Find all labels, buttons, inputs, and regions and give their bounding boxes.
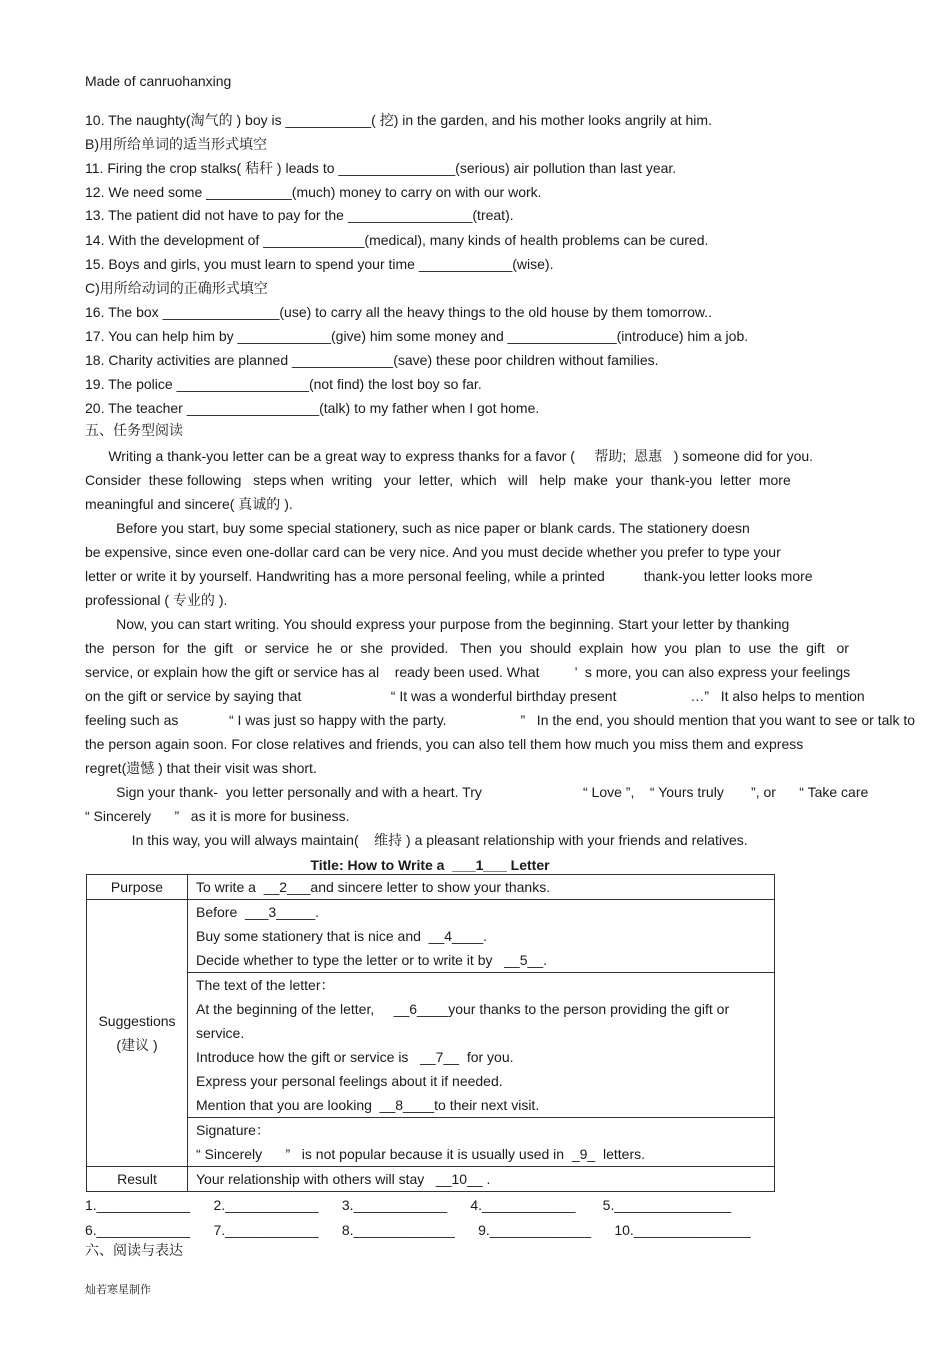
passage-line: professional ( 专业的 ). — [85, 592, 228, 608]
document-footer: 灿若寒星制作 — [85, 1284, 151, 1296]
passage-line: on the gift or service by saying that “ It was a wonderful birthday present …” It also helps to mention — [85, 688, 865, 704]
exercise-line: 14. With the development of _____________(medical), many kinds of health problems can be cured. — [85, 232, 709, 248]
table-title-prefix: Title: How to Write a — [310, 857, 453, 873]
suggestions-before-row — [87, 900, 775, 973]
table-title — [85, 856, 775, 874]
text-line: Express your personal feelings about it if needed. — [196, 1073, 503, 1089]
exercise-line: 12. We need some ___________(much) money to carry on with our work. — [85, 184, 542, 200]
text-line: At the beginning of the letter, __6____your thanks to the person providing the gift or — [196, 1001, 730, 1017]
before-line: Before ___3_____. — [196, 904, 319, 920]
purpose-cell — [188, 875, 775, 900]
passage-line: regret(遗憾 ) that their visit was short. — [85, 760, 317, 776]
exercise-line: 11. Firing the crop stalks( 秸秆 ) leads to _______________(serious) air pollution than last year. — [85, 160, 677, 176]
table-title-blank: ___1___ — [452, 857, 507, 873]
before-line: Buy some stationery that is nice and __4____. — [196, 928, 488, 944]
purpose-row — [87, 875, 775, 900]
text-line: service. — [196, 1025, 245, 1041]
suggestions-label: Suggestions — [98, 1013, 176, 1029]
exercise-line: 15. Boys and girls, you must learn to spend your time ____________(wise). — [85, 256, 554, 272]
suggestions-signature-row — [87, 1118, 775, 1167]
exercise-line: 10. The naughty(淘气的 ) boy is ___________( 挖) in the garden, and his mother looks angrily at him. — [85, 112, 712, 128]
result-row — [87, 1167, 775, 1192]
result-text: Your relationship with others will stay __10__ . — [196, 1171, 491, 1187]
suggestions-label-cn: (建议 ) — [116, 1037, 158, 1053]
answer-line: 1.____________ 2.____________ 3.____________ 4.____________ 5._______________ — [85, 1197, 732, 1213]
exercise-line: 20. The teacher _________________(talk) to my father when I got home. — [85, 400, 540, 416]
passage-line: Writing a thank-you letter can be a great way to express thanks for a favor ( 帮助; 恩惠 ) someone did for you. — [85, 448, 814, 464]
result-label: Result — [87, 1167, 188, 1192]
passage-line: feeling such as “ I was just so happy with the party. ” In the end, you should mention that you want to see or talk to — [85, 712, 916, 728]
signature-line: Signature： — [196, 1122, 270, 1138]
passage-line: Consider these following steps when writing your letter, which will help make your thank-you letter more — [85, 472, 791, 488]
exercise-line: 13. The patient did not have to pay for the ________________(treat). — [85, 207, 514, 223]
passage-line: be expensive, since even one-dollar card can be very nice. And you must decide whether you prefer to type your — [85, 544, 781, 560]
suggestions-label-cell — [87, 900, 188, 1167]
passage-line: the person again soon. For close relatives and friends, you can also tell them how much you miss them and express — [85, 736, 804, 752]
passage-line: letter or write it by yourself. Handwriting has a more personal feeling, while a printed thank-you letter looks more — [85, 568, 813, 584]
passage-line: service, or explain how the gift or service has al ready been used. What ’ s more, you can also express your feelings — [85, 664, 851, 680]
section-heading-6: 六、阅读与表达 — [85, 1242, 183, 1258]
exercise-subheading: C)用所给动词的正确形式填空 — [85, 280, 268, 296]
before-line: Decide whether to type the letter or to write it by __5__. — [196, 952, 547, 968]
signature-line: “ Sincerely ” is not popular because it is usually used in _9_ letters. — [196, 1146, 645, 1162]
result-cell — [188, 1167, 775, 1192]
passage-line: “ Sincerely ” as it is more for business. — [85, 808, 350, 824]
text-line: The text of the letter： — [196, 977, 335, 993]
exercise-line: 17. You can help him by ____________(give) him some money and ______________(introduce) him a job. — [85, 328, 749, 344]
exercise-line: 19. The police _________________(not find) the lost boy so far. — [85, 376, 482, 392]
section-heading-5: 五、任务型阅读 — [85, 422, 183, 438]
exercise-line: 16. The box _______________(use) to carry all the heavy things to the old house by them tomorrow.. — [85, 304, 713, 320]
document-header: Made of canruohanxing — [85, 73, 232, 89]
before-cell — [188, 900, 775, 973]
text-line: Introduce how the gift or service is __7__ for you. — [196, 1049, 514, 1065]
exercise-subheading: B)用所给单词的适当形式填空 — [85, 136, 267, 152]
purpose-label: Purpose — [87, 875, 188, 900]
passage-line: the person for the gift or service he or she provided. Then you should explain how you plan to use the gift or — [85, 640, 849, 656]
text-line: Mention that you are looking __8____to their next visit. — [196, 1097, 540, 1113]
suggestions-text-row — [87, 973, 775, 1118]
summary-table — [86, 874, 775, 1192]
passage-line: Sign your thank- you letter personally and with a heart. Try “ Love ”, “ Yours truly ”, or “ Take care — [85, 784, 869, 800]
table-title-suffix: Letter — [506, 857, 550, 873]
answer-line: 6.____________ 7.____________ 8._____________ 9._____________ 10._______________ — [85, 1222, 751, 1238]
passage-line: meaningful and sincere( 真诚的 ). — [85, 496, 293, 512]
passage-line: Now, you can start writing. You should express your purpose from the beginning. Start your letter by thanking — [85, 616, 790, 632]
passage-line: In this way, you will always maintain( 维持 ) a pleasant relationship with your friends and relatives. — [85, 832, 748, 848]
exercise-line: 18. Charity activities are planned _____________(save) these poor children without families. — [85, 352, 659, 368]
purpose-text: To write a __2___and sincere letter to show your thanks. — [196, 879, 551, 895]
text-cell — [188, 973, 775, 1118]
passage-line: Before you start, buy some special stationery, such as nice paper or blank cards. The stationery doesn — [85, 520, 750, 536]
signature-cell — [188, 1118, 775, 1167]
